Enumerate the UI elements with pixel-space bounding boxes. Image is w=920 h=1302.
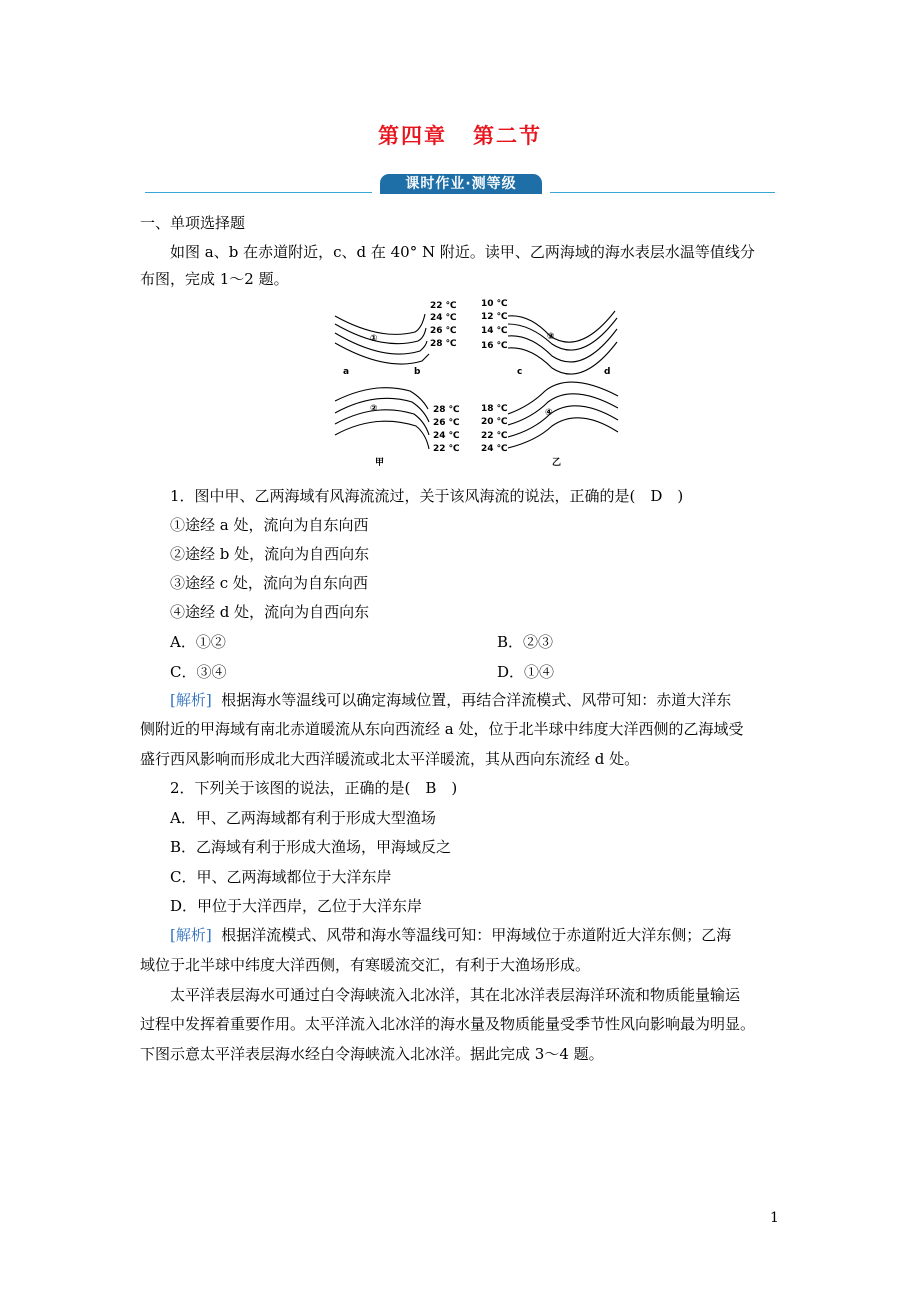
p3-label-2: 12 ℃: [481, 312, 508, 322]
intro-line-2: 布图，完成 1～2 题。: [140, 270, 289, 288]
p4-label-1: 18 ℃: [481, 404, 508, 414]
q1-analysis-line-2: 侧附近的甲海域有南北赤道暖流从东向西流经 a 处，位于北半球中纬度大洋西侧的乙海域受: [140, 720, 744, 738]
passage-line-3: 下图示意太平洋表层海水经白令海峡流入北冰洋。据此完成 3～4 题。: [140, 1045, 604, 1063]
p1-label-2: 24 ℃: [430, 313, 457, 323]
caption-yi: 乙: [552, 458, 562, 468]
p3-circle: ③: [547, 332, 555, 342]
q1-stem: 1．图中甲、乙两海域有风海流流过，关于该风海流的说法，正确的是( D ): [170, 487, 684, 505]
q1-analysis-line-1: [170, 691, 731, 709]
p4-label-2: 20 ℃: [481, 417, 508, 427]
p1-label-3: 26 ℃: [430, 326, 457, 336]
p3-label-4: 16 ℃: [481, 341, 508, 351]
isotherm-figure: [330, 296, 630, 471]
point-b: b: [414, 367, 421, 377]
q1-option-d: D．①④: [497, 663, 555, 681]
q1-item-4: ④途经 d 处，流向为自西向东: [170, 603, 370, 621]
q2-option-c: C．甲、乙两海域都位于大洋东岸: [170, 868, 392, 886]
homework-badge: [372, 172, 550, 194]
p1-label-1: 22 ℃: [430, 301, 457, 311]
q1-item-2: ②途经 b 处，流向为自西向东: [170, 545, 370, 563]
page-number: 1: [770, 1210, 779, 1226]
p2-label-1: 28 ℃: [433, 405, 460, 415]
q2-option-d: D．甲位于大洋西岸，乙位于大洋东岸: [170, 897, 423, 915]
passage-line-2: 过程中发挥着重要作用。太平洋流入北冰洋的海水量及物质能量受季节性风向影响最为明显。: [140, 1015, 756, 1033]
p2-circle: ②: [370, 404, 378, 414]
p3-label-1: 10 ℃: [481, 299, 508, 309]
p4-label-4: 24 ℃: [481, 444, 508, 454]
q2-stem: 2．下列关于该图的说法，正确的是( B ): [170, 779, 458, 797]
q1-option-c: C．③④: [170, 663, 227, 681]
q1-option-b: B．②③: [497, 633, 554, 651]
p2-label-4: 22 ℃: [433, 444, 460, 454]
section-heading: 一、单项选择题: [140, 214, 246, 232]
p1-circle: ①: [370, 334, 378, 344]
q1-item-1: ①途经 a 处，流向为自东向西: [170, 516, 369, 534]
p4-label-3: 22 ℃: [481, 431, 508, 441]
q1-analysis-text-1: 根据海水等温线可以确定海域位置，再结合洋流模式、风带可知：赤道大洋东: [221, 691, 732, 709]
p3-label-3: 14 ℃: [481, 326, 508, 336]
isotherm-diagram: [330, 296, 630, 471]
q1-analysis-tag: [解析]: [170, 691, 212, 709]
point-d: d: [604, 367, 611, 377]
p4-circle: ④: [545, 408, 553, 418]
q2-analysis-line-1: [170, 926, 731, 944]
chapter-title: 第四章: [378, 124, 447, 148]
p2-label-3: 24 ℃: [433, 431, 460, 441]
q1-analysis-line-3: 盛行西风影响而形成北大西洋暖流或北太平洋暖流，其从西向东流经 d 处。: [140, 750, 640, 768]
point-c: c: [517, 367, 523, 377]
q2-option-a: A．甲、乙两海域都有利于形成大型渔场: [170, 809, 436, 827]
q2-analysis-tag: [解析]: [170, 926, 212, 944]
q1-item-3: ③途经 c 处，流向为自东向西: [170, 574, 368, 592]
passage-line-1: 太平洋表层海水可通过白令海峡流入北冰洋，其在北冰洋表层海洋环流和物质能量输运: [170, 986, 741, 1004]
homework-badge-label: 课时作业·测等级: [380, 174, 542, 194]
point-a: a: [343, 367, 350, 377]
q2-option-b: B．乙海域有利于形成大渔场，甲海域反之: [170, 838, 452, 856]
q1-option-a: A．①②: [170, 633, 226, 651]
p1-label-4: 28 ℃: [430, 339, 457, 349]
caption-jia: 甲: [375, 458, 385, 468]
page-title: [0, 120, 920, 150]
q2-analysis-line-2: 域位于北半球中纬度大洋西侧，有寒暖流交汇，有利于大渔场形成。: [140, 956, 591, 974]
q2-analysis-text-1: 根据洋流模式、风带和海水等温线可知：甲海域位于赤道附近大洋东侧；乙海: [221, 926, 732, 944]
section-title: 第二节: [473, 124, 542, 148]
intro-line-1: 如图 a、b 在赤道附近，c、d 在 40° N 附近。读甲、乙两海域的海水表层水温等值线分: [170, 243, 755, 261]
p2-label-2: 26 ℃: [433, 418, 460, 428]
